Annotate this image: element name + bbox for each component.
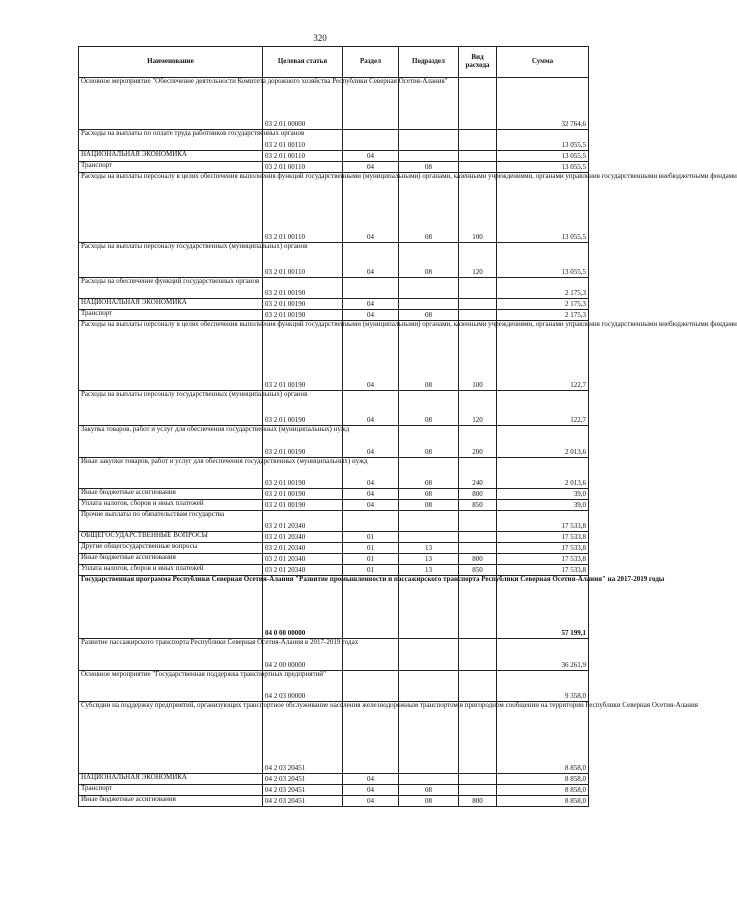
cell-target: 03 2 01 00000: [263, 78, 343, 130]
cell-subsection: 08: [399, 796, 459, 807]
cell-section: 04: [343, 310, 399, 321]
cell-subsection: 08: [399, 458, 459, 489]
cell-subsection: 08: [399, 489, 459, 500]
cell-subsection: 13: [399, 565, 459, 576]
cell-subsection: 13: [399, 543, 459, 554]
cell-sum: 13 055,5: [497, 243, 589, 278]
table-row: [79, 321, 589, 391]
cell-type: [459, 785, 497, 796]
table-row: [79, 576, 589, 639]
cell-type: [459, 639, 497, 671]
cell-name: Основное мероприятие "Обеспечение деятельности Комитета дорожного хозяйства Республики Северная Осетия-Алания": [79, 78, 263, 130]
cell-type: [459, 162, 497, 173]
cell-type: [459, 299, 497, 310]
cell-type: [459, 130, 497, 151]
cell-name: Иные бюджетные ассигнования: [79, 489, 263, 500]
table-row: [79, 426, 589, 458]
cell-name: Расходы на выплаты персоналу в целях обеспечения выполнения функций государственными (муниципальными) органами, казенными учреждениями, органами управления государственными внебюджетными фондами: [79, 321, 263, 391]
table-row: [79, 774, 589, 785]
table-row: [79, 173, 589, 243]
table-header-row: [79, 47, 589, 78]
cell-sum: 57 199,1: [497, 576, 589, 639]
cell-name: Закупка товаров, работ и услуг для обеспечения государственных (муниципальных) нужд: [79, 426, 263, 458]
table-row: [79, 243, 589, 278]
cell-sum: 122,7: [497, 391, 589, 426]
cell-target: 04 0 00 00000: [263, 576, 343, 639]
cell-sum: 13 055,5: [497, 151, 589, 162]
cell-sum: 8 858,0: [497, 774, 589, 785]
cell-sum: 122,7: [497, 321, 589, 391]
cell-sum: 13 055,5: [497, 173, 589, 243]
cell-section: [343, 702, 399, 774]
cell-subsection: 08: [399, 391, 459, 426]
cell-section: 01: [343, 543, 399, 554]
cell-target: 03 2 01 00190: [263, 426, 343, 458]
cell-sum: 17 533,8: [497, 543, 589, 554]
table-row: [79, 391, 589, 426]
cell-subsection: 08: [399, 173, 459, 243]
header-sum: Сумма: [497, 47, 589, 78]
table-row: [79, 671, 589, 702]
cell-subsection: 08: [399, 321, 459, 391]
cell-target: 04 2 03 20451: [263, 796, 343, 807]
cell-type: 120: [459, 243, 497, 278]
cell-target: 03 2 01 00110: [263, 151, 343, 162]
cell-section: 04: [343, 796, 399, 807]
cell-subsection: [399, 576, 459, 639]
cell-sum: 17 533,8: [497, 554, 589, 565]
table-row: [79, 310, 589, 321]
cell-subsection: 08: [399, 426, 459, 458]
cell-target: 03 2 01 00110: [263, 243, 343, 278]
cell-name: НАЦИОНАЛЬНАЯ ЭКОНОМИКА: [79, 299, 263, 310]
cell-target: 04 2 00 00000: [263, 639, 343, 671]
budget-table: [78, 46, 737, 807]
cell-sum: 2 175,3: [497, 299, 589, 310]
cell-sum: 8 858,0: [497, 702, 589, 774]
cell-name: Транспорт: [79, 162, 263, 173]
cell-type: 240: [459, 458, 497, 489]
cell-subsection: 08: [399, 785, 459, 796]
cell-name: Иные закупки товаров, работ и услуг для обеспечения государственных (муниципальных) нужд: [79, 458, 263, 489]
cell-name: Расходы на обеспечение функций государственных органов: [79, 278, 263, 299]
cell-subsection: [399, 78, 459, 130]
cell-section: 04: [343, 785, 399, 796]
cell-target: 04 2 03 20451: [263, 774, 343, 785]
cell-sum: 17 533,8: [497, 532, 589, 543]
table-row: [79, 489, 589, 500]
cell-type: 850: [459, 500, 497, 511]
cell-section: [343, 576, 399, 639]
cell-target: 03 2 01 00190: [263, 278, 343, 299]
cell-subsection: 13: [399, 554, 459, 565]
table-row: [79, 543, 589, 554]
cell-section: 04: [343, 299, 399, 310]
cell-subsection: 08: [399, 162, 459, 173]
table-row: [79, 130, 589, 151]
header-name: Наименование: [79, 47, 263, 78]
header-subsection: Подраздел: [399, 47, 459, 78]
cell-type: 100: [459, 173, 497, 243]
cell-target: 03 2 01 20340: [263, 554, 343, 565]
cell-name: Другие общегосударственные вопросы: [79, 543, 263, 554]
cell-section: [343, 671, 399, 702]
cell-name: Расходы на выплаты персоналу государственных (муниципальных) органов: [79, 391, 263, 426]
cell-name: Государственная программа Республики Северная Осетия-Алания "Развитие промышленности и пассажирского транспорта Республики Северная Осетия-Алания" на 2017-2019 годы: [79, 576, 263, 639]
header-section: Раздел: [343, 47, 399, 78]
cell-name: ОБЩЕГОСУДАРСТВЕННЫЕ ВОПРОСЫ: [79, 532, 263, 543]
table-row: [79, 554, 589, 565]
cell-name: НАЦИОНАЛЬНАЯ ЭКОНОМИКА: [79, 774, 263, 785]
cell-name: Расходы на выплаты персоналу в целях обеспечения выполнения функций государственными (муниципальными) органами, казенными учреждениями, органами управления государственными внебюджетными фондами: [79, 173, 263, 243]
cell-subsection: [399, 151, 459, 162]
cell-section: [343, 78, 399, 130]
cell-type: 850: [459, 565, 497, 576]
table-row: [79, 458, 589, 489]
table-row: [79, 500, 589, 511]
cell-type: [459, 511, 497, 532]
cell-section: 01: [343, 532, 399, 543]
table-row: [79, 278, 589, 299]
table-row: [79, 532, 589, 543]
cell-type: [459, 532, 497, 543]
cell-sum: 8 858,0: [497, 785, 589, 796]
cell-subsection: [399, 671, 459, 702]
cell-sum: 39,0: [497, 500, 589, 511]
table-row: [79, 639, 589, 671]
table-row: [79, 702, 589, 774]
cell-target: 03 2 01 00190: [263, 391, 343, 426]
cell-target: 03 2 01 00110: [263, 130, 343, 151]
table-row: [79, 785, 589, 796]
cell-type: 100: [459, 321, 497, 391]
cell-type: [459, 78, 497, 130]
cell-section: 04: [343, 500, 399, 511]
cell-name: Прочие выплаты по обязательствам государства: [79, 511, 263, 532]
cell-type: [459, 310, 497, 321]
cell-type: 120: [459, 391, 497, 426]
cell-type: 200: [459, 426, 497, 458]
cell-section: 04: [343, 151, 399, 162]
cell-sum: 2 013,6: [497, 426, 589, 458]
cell-target: 03 2 01 20340: [263, 565, 343, 576]
cell-subsection: [399, 130, 459, 151]
cell-target: 03 2 01 20340: [263, 543, 343, 554]
cell-subsection: [399, 511, 459, 532]
cell-section: 04: [343, 243, 399, 278]
cell-target: 03 2 01 00190: [263, 489, 343, 500]
cell-name: Транспорт: [79, 785, 263, 796]
cell-target: 03 2 01 00110: [263, 173, 343, 243]
cell-sum: 32 764,6: [497, 78, 589, 130]
cell-type: [459, 671, 497, 702]
cell-target: 04 2 03 00000: [263, 671, 343, 702]
cell-section: 01: [343, 565, 399, 576]
table-row: [79, 162, 589, 173]
cell-section: 04: [343, 321, 399, 391]
cell-target: 03 2 01 00190: [263, 310, 343, 321]
cell-name: Уплата налогов, сборов и иных платежей: [79, 565, 263, 576]
cell-subsection: 08: [399, 500, 459, 511]
cell-target: 03 2 01 00190: [263, 321, 343, 391]
table-row: [79, 78, 589, 130]
table-row: [79, 796, 589, 807]
cell-section: [343, 278, 399, 299]
cell-sum: 13 055,5: [497, 130, 589, 151]
cell-subsection: [399, 774, 459, 785]
cell-name: Расходы на выплаты персоналу государственных (муниципальных) органов: [79, 243, 263, 278]
cell-type: [459, 774, 497, 785]
table-row: [79, 299, 589, 310]
cell-section: 04: [343, 391, 399, 426]
cell-sum: 2 013,6: [497, 458, 589, 489]
cell-sum: 2 175,3: [497, 278, 589, 299]
cell-target: 03 2 01 00190: [263, 458, 343, 489]
cell-section: 04: [343, 489, 399, 500]
cell-section: [343, 511, 399, 532]
cell-name: Транспорт: [79, 310, 263, 321]
cell-section: 04: [343, 458, 399, 489]
cell-name: Субсидии на поддержку предприятий, организующих транспортное обслуживание населения железнодорожным транспортом в пригородном сообщении на территории Республики Северная Осетия-Алания: [79, 702, 263, 774]
cell-sum: 2 175,3: [497, 310, 589, 321]
cell-target: 03 2 01 00110: [263, 162, 343, 173]
cell-name: Уплата налогов, сборов и иных платежей: [79, 500, 263, 511]
cell-target: 04 2 03 20451: [263, 785, 343, 796]
cell-section: 04: [343, 162, 399, 173]
cell-subsection: [399, 532, 459, 543]
cell-target: 03 2 01 20340: [263, 532, 343, 543]
cell-sum: 36 261,9: [497, 639, 589, 671]
cell-name: НАЦИОНАЛЬНАЯ ЭКОНОМИКА: [79, 151, 263, 162]
cell-section: 04: [343, 426, 399, 458]
header-type: Вид расхода: [459, 47, 497, 78]
cell-type: [459, 576, 497, 639]
cell-name: Иные бюджетные ассигнования: [79, 554, 263, 565]
cell-type: 800: [459, 489, 497, 500]
cell-type: [459, 278, 497, 299]
cell-name: Расходы на выплаты по оплате труда работников государственных органов: [79, 130, 263, 151]
table-row: [79, 565, 589, 576]
cell-type: [459, 702, 497, 774]
cell-section: [343, 130, 399, 151]
cell-section: 04: [343, 774, 399, 785]
cell-sum: 8 858,0: [497, 796, 589, 807]
cell-sum: 39,0: [497, 489, 589, 500]
cell-subsection: [399, 278, 459, 299]
cell-target: 03 2 01 00190: [263, 299, 343, 310]
table-row: [79, 151, 589, 162]
cell-subsection: [399, 299, 459, 310]
table-row: [79, 511, 589, 532]
cell-type: 800: [459, 554, 497, 565]
cell-name: Основное мероприятие "Государственная поддержка транспортных предприятий": [79, 671, 263, 702]
cell-type: 800: [459, 796, 497, 807]
cell-type: [459, 543, 497, 554]
cell-subsection: 08: [399, 310, 459, 321]
cell-sum: 17 533,8: [497, 511, 589, 532]
cell-target: 03 2 01 20340: [263, 511, 343, 532]
cell-sum: 9 358,0: [497, 671, 589, 702]
cell-subsection: 08: [399, 243, 459, 278]
cell-subsection: [399, 702, 459, 774]
cell-section: 01: [343, 554, 399, 565]
cell-subsection: [399, 639, 459, 671]
cell-name: Развитие пассажирского транспорта Республики Северная Осетия-Алания в 2017-2019 годах: [79, 639, 263, 671]
cell-type: [459, 151, 497, 162]
cell-sum: 13 055,5: [497, 162, 589, 173]
cell-target: 04 2 03 20451: [263, 702, 343, 774]
page-number: 320: [313, 33, 327, 43]
cell-target: 03 2 01 00190: [263, 500, 343, 511]
header-target: Целевая статья: [263, 47, 343, 78]
cell-name: Иные бюджетные ассигнования: [79, 796, 263, 807]
cell-section: 04: [343, 173, 399, 243]
cell-sum: 17 533,8: [497, 565, 589, 576]
